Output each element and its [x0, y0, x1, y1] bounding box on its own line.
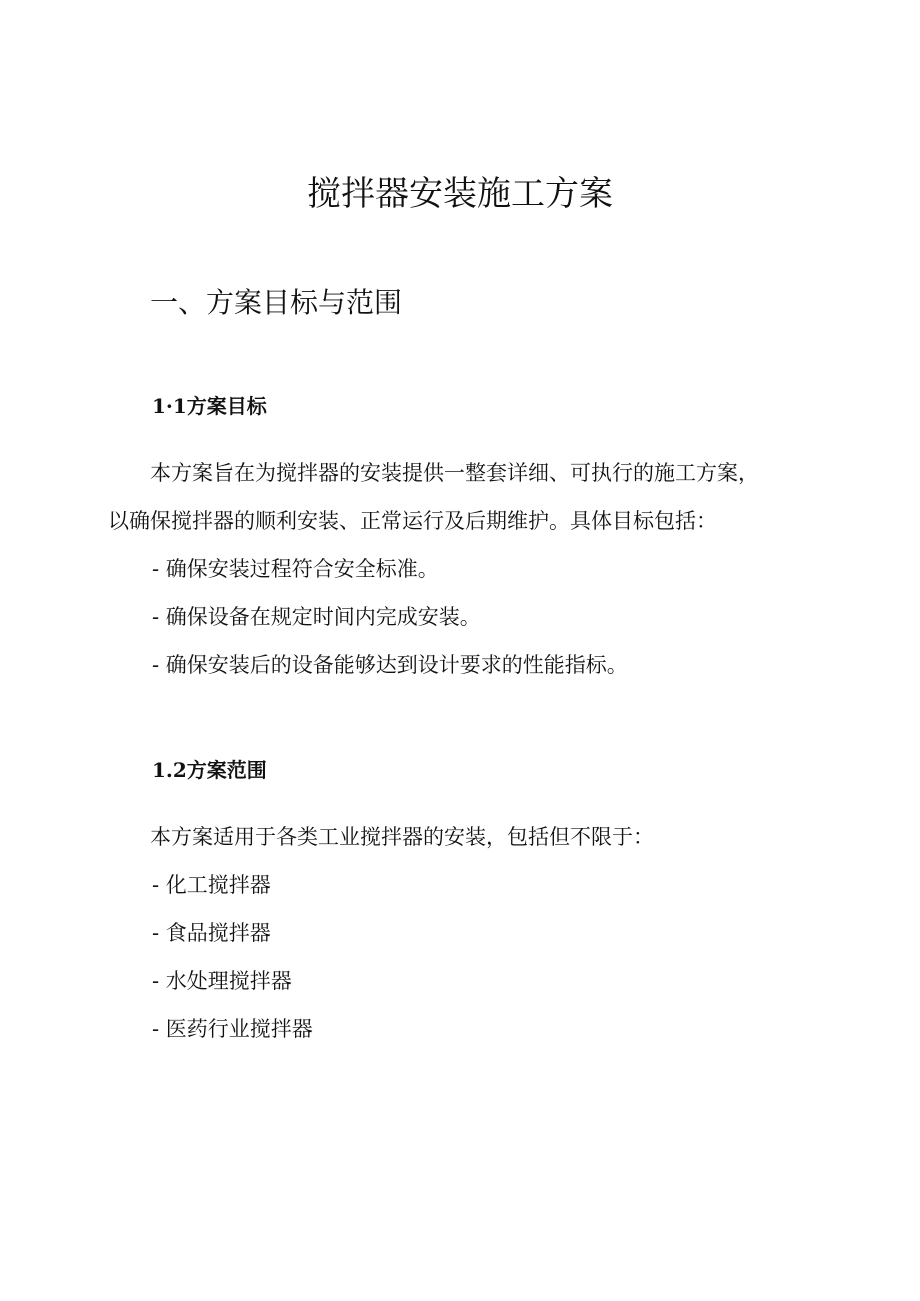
subsection-heading-1-1: 1·1方案目标 [152, 394, 267, 418]
list-item: - 食品搅拌器 [152, 921, 271, 945]
list-item: - 确保安装后的设备能够达到设计要求的性能指标。 [152, 653, 628, 677]
section-heading-1: 一、方案目标与范围 [150, 286, 403, 319]
paragraph-goals-line-2: 以确保搅拌器的顺利安装、正常运行及后期维护。具体目标包括： [108, 509, 717, 533]
list-item: - 化工搅拌器 [152, 873, 271, 897]
goals-list [152, 554, 628, 698]
list-item: - 确保安装过程符合安全标准。 [152, 557, 439, 581]
list-item: - 确保设备在规定时间内完成安装。 [152, 605, 481, 629]
list-item: - 医药行业搅拌器 [152, 1017, 313, 1041]
paragraph-scope: 本方案适用于各类工业搅拌器的安装，包括但不限于： [150, 825, 654, 849]
document-title: 搅拌器安装施工方案 [307, 174, 613, 214]
subsection-heading-1-2: 1.2方案范围 [152, 758, 267, 782]
scope-list [152, 870, 313, 1062]
paragraph-goals-line-1: 本方案旨在为搅拌器的安装提供一整套详细、可执行的施工方案， [150, 461, 759, 485]
list-item: - 水处理搅拌器 [152, 969, 292, 993]
